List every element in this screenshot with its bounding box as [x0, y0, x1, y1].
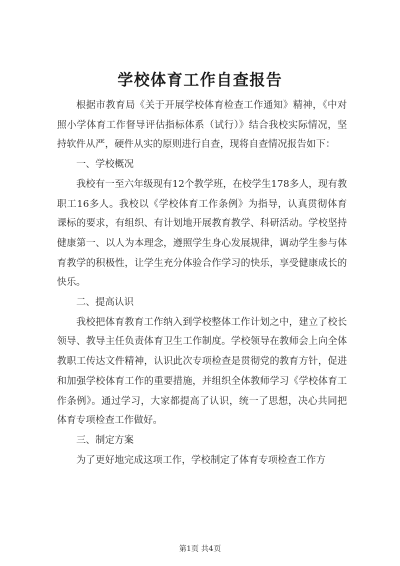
overview-paragraph: 我校有一至六年级现有12个教学班，在校学生178多人，现有教职工16多人。我校以《学校体育工作条例》为指导，认真贯彻体育课标的要求，有组织、有计划地开展教育教学、科研活动。学校坚持健康第一、以人为本理念，遵照学生身心发展规律，调动学生参与体育教学的积极性，让学生充分体验合作学习的快乐，享受健康成长的快乐。 — [57, 178, 347, 289]
page-footer: 第1页 共4页 — [179, 544, 221, 553]
awareness-paragraph: 我校把体育教育工作纳入到学校整体工作计划之中，建立了校长领导、教导主任负责体育卫生工作制度。学校领导在教师会上向全体教职工传达文件精神，认识此次专项检查是贯彻党的教育方针，促进和加强学校体育工作的重要措施，并组织全体教师学习《学校体育工作条例》。通过学习，大家都提高了认识，统一了思想，决心共同把体育专项检查工作做好。 — [57, 316, 347, 427]
section-heading-awareness: 二、提高认识 — [76, 297, 134, 309]
document-body — [57, 96, 347, 470]
document-title: 学校体育工作自查报告 — [117, 70, 283, 89]
section-heading-plan: 三、制定方案 — [76, 434, 134, 446]
plan-paragraph: 为了更好地完成这项工作，学校制定了体育专项检查工作方 — [76, 454, 326, 466]
section-heading-overview: 一、学校概况 — [76, 159, 134, 171]
intro-paragraph: 根据市教育局《关于开展学校体育检查工作通知》精神，《中对照小学体育工作督导评估指标体系（试行）》结合我校实际情况，坚持软件从严，硬件从实的原则进行自查，现将自查情况报告如下： — [57, 100, 347, 151]
